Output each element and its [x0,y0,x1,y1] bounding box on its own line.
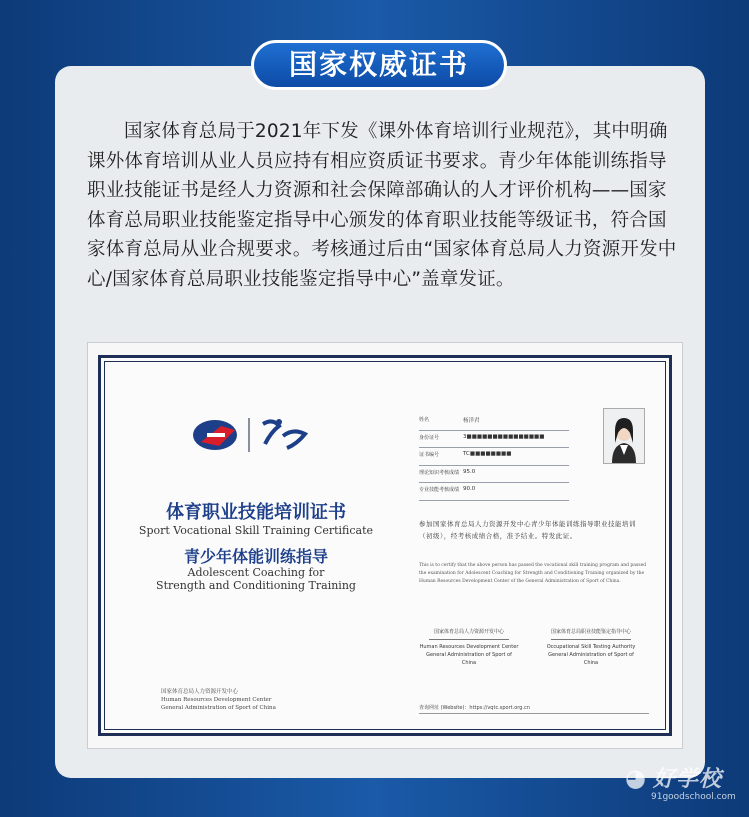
holder-fields [419,416,569,504]
issuer-block [161,688,361,712]
certificate-title-en: Sport Vocational Skill Training Certificate [138,524,374,537]
portrait-icon [604,409,644,463]
field-row: 专业技能考核成绩 90.0 [419,486,569,501]
signature-left: 国家体育总局人力资源开发中心 Human Resources Development Center General Administration of Sport of China [419,629,519,666]
watermark-logo-icon: ◕ [625,764,646,792]
holder-photo [603,408,645,464]
certificate-image [87,342,683,749]
certificate-body-cn: 参加国家体育总局人力资源开发中心青少年体能训练指导职业技能培训（初级），经考核成绩合格，准予结业。特发此证。 [419,520,636,540]
certificate-website: 查询网址 (Website)：https://vqtc.sport.org.cn [419,704,649,714]
watermark-url: 91goodschool.com [651,792,736,802]
certificate-frame [98,355,672,736]
issuer-en-2: General Administration of Sport of China [161,705,276,711]
field-row: 身份证号 3■■■■■■■■■■■■■■■ [419,434,569,449]
certificate-logos [191,412,321,458]
certificate-body-en: This is to certify that the above person has passed the vocational skill training program and passed the examination for Adolescent Coaching for Strength and Conditioning Training organized by the Human Resources Development Center of the General Administration of Sport of China. [419,563,647,584]
logo-divider [248,418,250,452]
certificate-title-cn: 体育职业技能培训证书 [166,502,346,523]
signature-right: 国家体育总局职业技能鉴定指导中心 Occupational Skill Testing Authority General Administration of Sport of China [546,629,636,666]
intro-paragraph: 国家体育总局于2021年下发《课外体育培训行业规范》，其中明确课外体育培训从业人员应持有相应资质证书要求。青少年体能训练指导职业技能证书是经人力资源和社会保障部确认的人才评价机构——国家体育总局职业技能鉴定指导中心颁发的体育职业技能等级证书，符合国家体育总局从业合规要求。考核通过后由“国家体育总局人力资源开发中心/国家体育总局职业技能鉴定指导中心”盖章发证。 [87,121,677,290]
watermark [625,762,740,812]
certificate-subtitle-cn: 青少年体能训练指导 [183,547,328,566]
field-row: 证书编号 TC■■■■■■■■ [419,451,569,466]
subtitle-en-line-1: Adolescent Coaching for [187,566,325,579]
issuer-en-1: Human Resources Development Center [161,697,272,703]
field-row: 理论知识考核成绩 95.0 [419,469,569,484]
certificate-subtitle-en [131,566,381,592]
issuer-cn: 国家体育总局人力资源开发中心 [161,689,239,695]
hrdc-logo-icon [191,412,247,458]
field-row: 姓名 杨洋君 [419,416,569,431]
subtitle-en-line-2: Strength and Conditioning Training [156,579,356,592]
watermark-brand: 好学校 [653,767,723,792]
section-title: 国家权威证书 [251,40,507,90]
sport-emblem-icon [257,414,315,456]
